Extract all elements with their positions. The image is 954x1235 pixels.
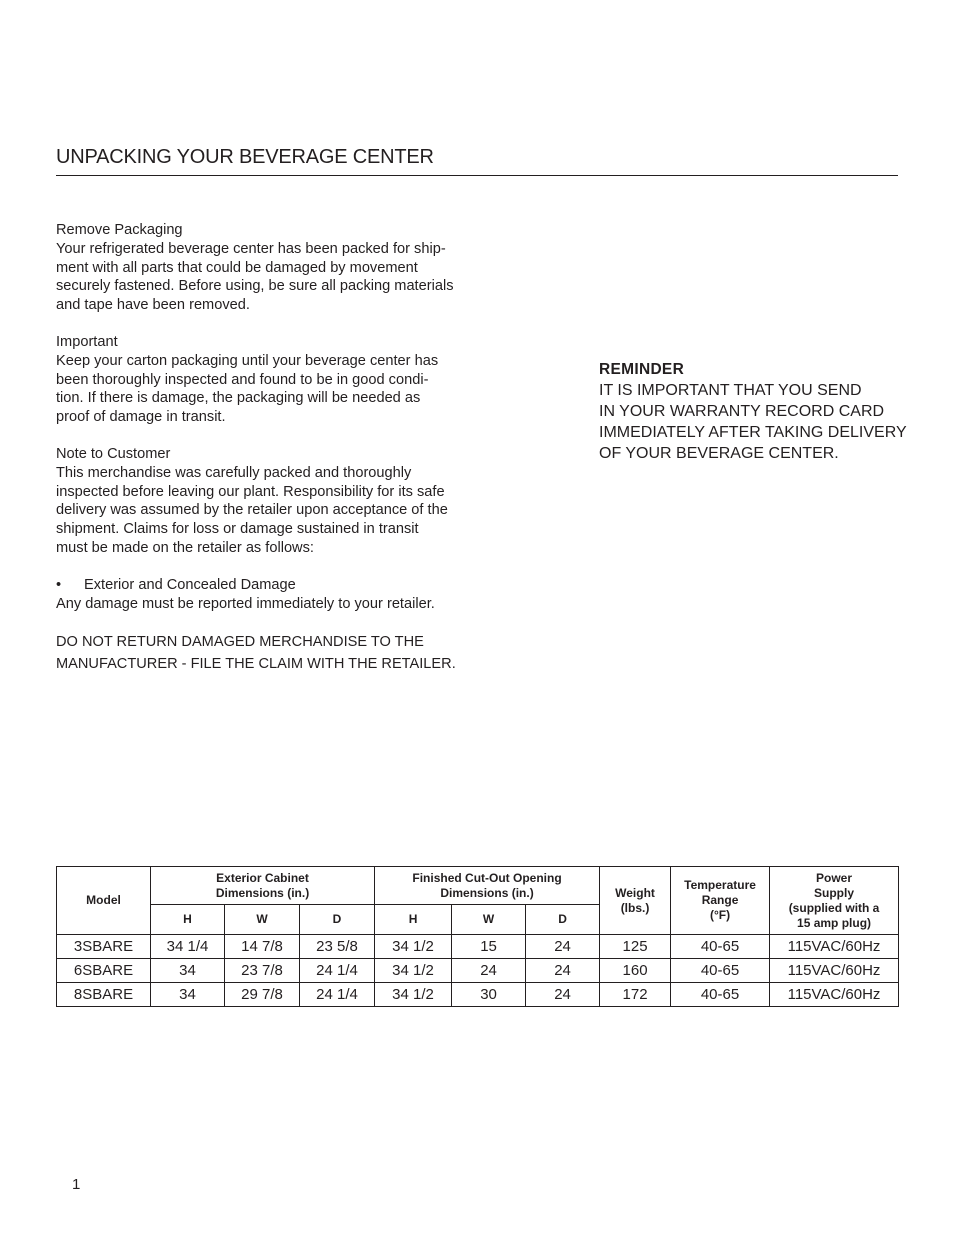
table-cell: 24 <box>526 935 600 959</box>
bullet-text: Exterior and Concealed Damage <box>84 576 296 593</box>
table-cell: 34 1/2 <box>375 983 452 1007</box>
table-cell: 34 1/2 <box>375 935 452 959</box>
header-line: Dimensions (in.) <box>440 885 534 900</box>
header-line: Range <box>701 893 739 907</box>
table-cell: 15 <box>452 935 526 959</box>
header-line: (lbs.) <box>620 900 650 915</box>
warning-notice <box>56 631 481 675</box>
page-title: UNPACKING YOUR BEVERAGE CENTER <box>56 146 898 176</box>
table-cell: 125 <box>600 935 671 959</box>
table-cell: 24 1/4 <box>300 983 375 1007</box>
body-line: Your refrigerated beverage center has been packed for ship- <box>56 240 446 257</box>
table-cell: 34 <box>151 959 225 983</box>
table-cell: 172 <box>600 983 671 1007</box>
header-line: Weight <box>615 885 655 900</box>
header-weight <box>600 867 671 935</box>
bullet-icon: • <box>56 576 62 593</box>
reminder-line: IMMEDIATELY AFTER TAKING DELIVERY <box>599 424 907 441</box>
table-cell: 40-65 <box>671 983 770 1007</box>
warning-line: MANUFACTURER - FILE THE CLAIM WITH THE RETAILER. <box>56 656 456 673</box>
header-exterior-dimensions <box>151 867 375 905</box>
table-cell: 115VAC/60Hz <box>770 935 899 959</box>
reminder-heading: REMINDER <box>599 361 685 378</box>
header-temperature <box>671 867 770 935</box>
header-line: Temperature <box>684 878 756 892</box>
section-heading: Important <box>56 333 118 350</box>
header-line: (supplied with a <box>788 900 880 915</box>
table-cell: 34 <box>151 983 225 1007</box>
table-cell: 24 1/4 <box>300 959 375 983</box>
reminder-line: OF YOUR BEVERAGE CENTER. <box>599 445 839 462</box>
body-line: been thoroughly inspected and found to be in good condi- <box>56 371 429 388</box>
table-cell: 3SBARE <box>57 935 151 959</box>
table-cell: 23 7/8 <box>225 959 300 983</box>
specifications-table <box>56 866 899 1007</box>
section-note-to-customer <box>56 445 481 558</box>
header-line: (°F) <box>709 908 731 922</box>
subheader-w: W <box>225 905 300 935</box>
table-cell: 24 <box>526 959 600 983</box>
reminder-box <box>599 359 919 464</box>
header-cutout-dimensions <box>375 867 600 905</box>
table-cell: 34 1/4 <box>151 935 225 959</box>
table-cell: 34 1/2 <box>375 959 452 983</box>
bullet-item <box>56 576 481 595</box>
section-remove-packaging <box>56 221 481 315</box>
header-model: Model <box>57 867 151 935</box>
header-power <box>770 867 899 935</box>
table-cell: 115VAC/60Hz <box>770 983 899 1007</box>
table-row <box>57 959 899 983</box>
table-cell: 160 <box>600 959 671 983</box>
subheader-d: D <box>300 905 375 935</box>
page-number: 1 <box>72 1176 81 1193</box>
subheader-w: W <box>452 905 526 935</box>
body-line: proof of damage in transit. <box>56 409 226 426</box>
damage-bullet <box>56 576 481 614</box>
table-cell: 30 <box>452 983 526 1007</box>
table-cell: 23 5/8 <box>300 935 375 959</box>
body-line: shipment. Claims for loss or damage sustained in transit <box>56 521 419 538</box>
subheader-d: D <box>526 905 600 935</box>
body-line: and tape have been removed. <box>56 297 250 314</box>
header-line: Power <box>816 870 853 885</box>
unpacking-instructions <box>56 221 481 675</box>
table-cell: 24 <box>526 983 600 1007</box>
body-line: securely fastened. Before using, be sure all packing materials <box>56 278 454 295</box>
header-line: Finished Cut-Out Opening <box>412 870 562 885</box>
subheader-h: H <box>375 905 452 935</box>
table-row <box>57 935 899 959</box>
table-cell: 6SBARE <box>57 959 151 983</box>
section-heading: Remove Packaging <box>56 222 183 238</box>
body-line: tion. If there is damage, the packaging will be needed as <box>56 390 421 407</box>
table-cell: 8SBARE <box>57 983 151 1007</box>
header-line: Supply <box>814 885 855 900</box>
table-cell: 24 <box>452 959 526 983</box>
subheader-h: H <box>151 905 225 935</box>
reminder-line: IT IS IMPORTANT THAT YOU SEND <box>599 382 862 399</box>
bullet-detail: Any damage must be reported immediately to your retailer. <box>56 595 435 612</box>
body-line: must be made on the retailer as follows: <box>56 539 314 556</box>
warning-line: DO NOT RETURN DAMAGED MERCHANDISE TO THE <box>56 634 424 651</box>
section-important <box>56 333 481 427</box>
table-cell: 40-65 <box>671 935 770 959</box>
table-cell: 115VAC/60Hz <box>770 959 899 983</box>
header-line: 15 amp plug) <box>797 915 872 930</box>
header-line: Exterior Cabinet <box>216 870 309 885</box>
table-cell: 29 7/8 <box>225 983 300 1007</box>
reminder-line: IN YOUR WARRANTY RECORD CARD <box>599 403 885 420</box>
header-line: Dimensions (in.) <box>215 885 310 900</box>
body-line: This merchandise was carefully packed and thoroughly <box>56 464 412 481</box>
section-heading: Note to Customer <box>56 445 171 462</box>
body-line: inspected before leaving our plant. Responsibility for its safe <box>56 483 445 500</box>
table-row <box>57 983 899 1007</box>
table-cell: 40-65 <box>671 959 770 983</box>
body-line: Keep your carton packaging until your beverage center has <box>56 352 439 369</box>
table-cell: 14 7/8 <box>225 935 300 959</box>
body-line: delivery was assumed by the retailer upon acceptance of the <box>56 502 448 519</box>
body-line: ment with all parts that could be damaged by movement <box>56 259 418 276</box>
